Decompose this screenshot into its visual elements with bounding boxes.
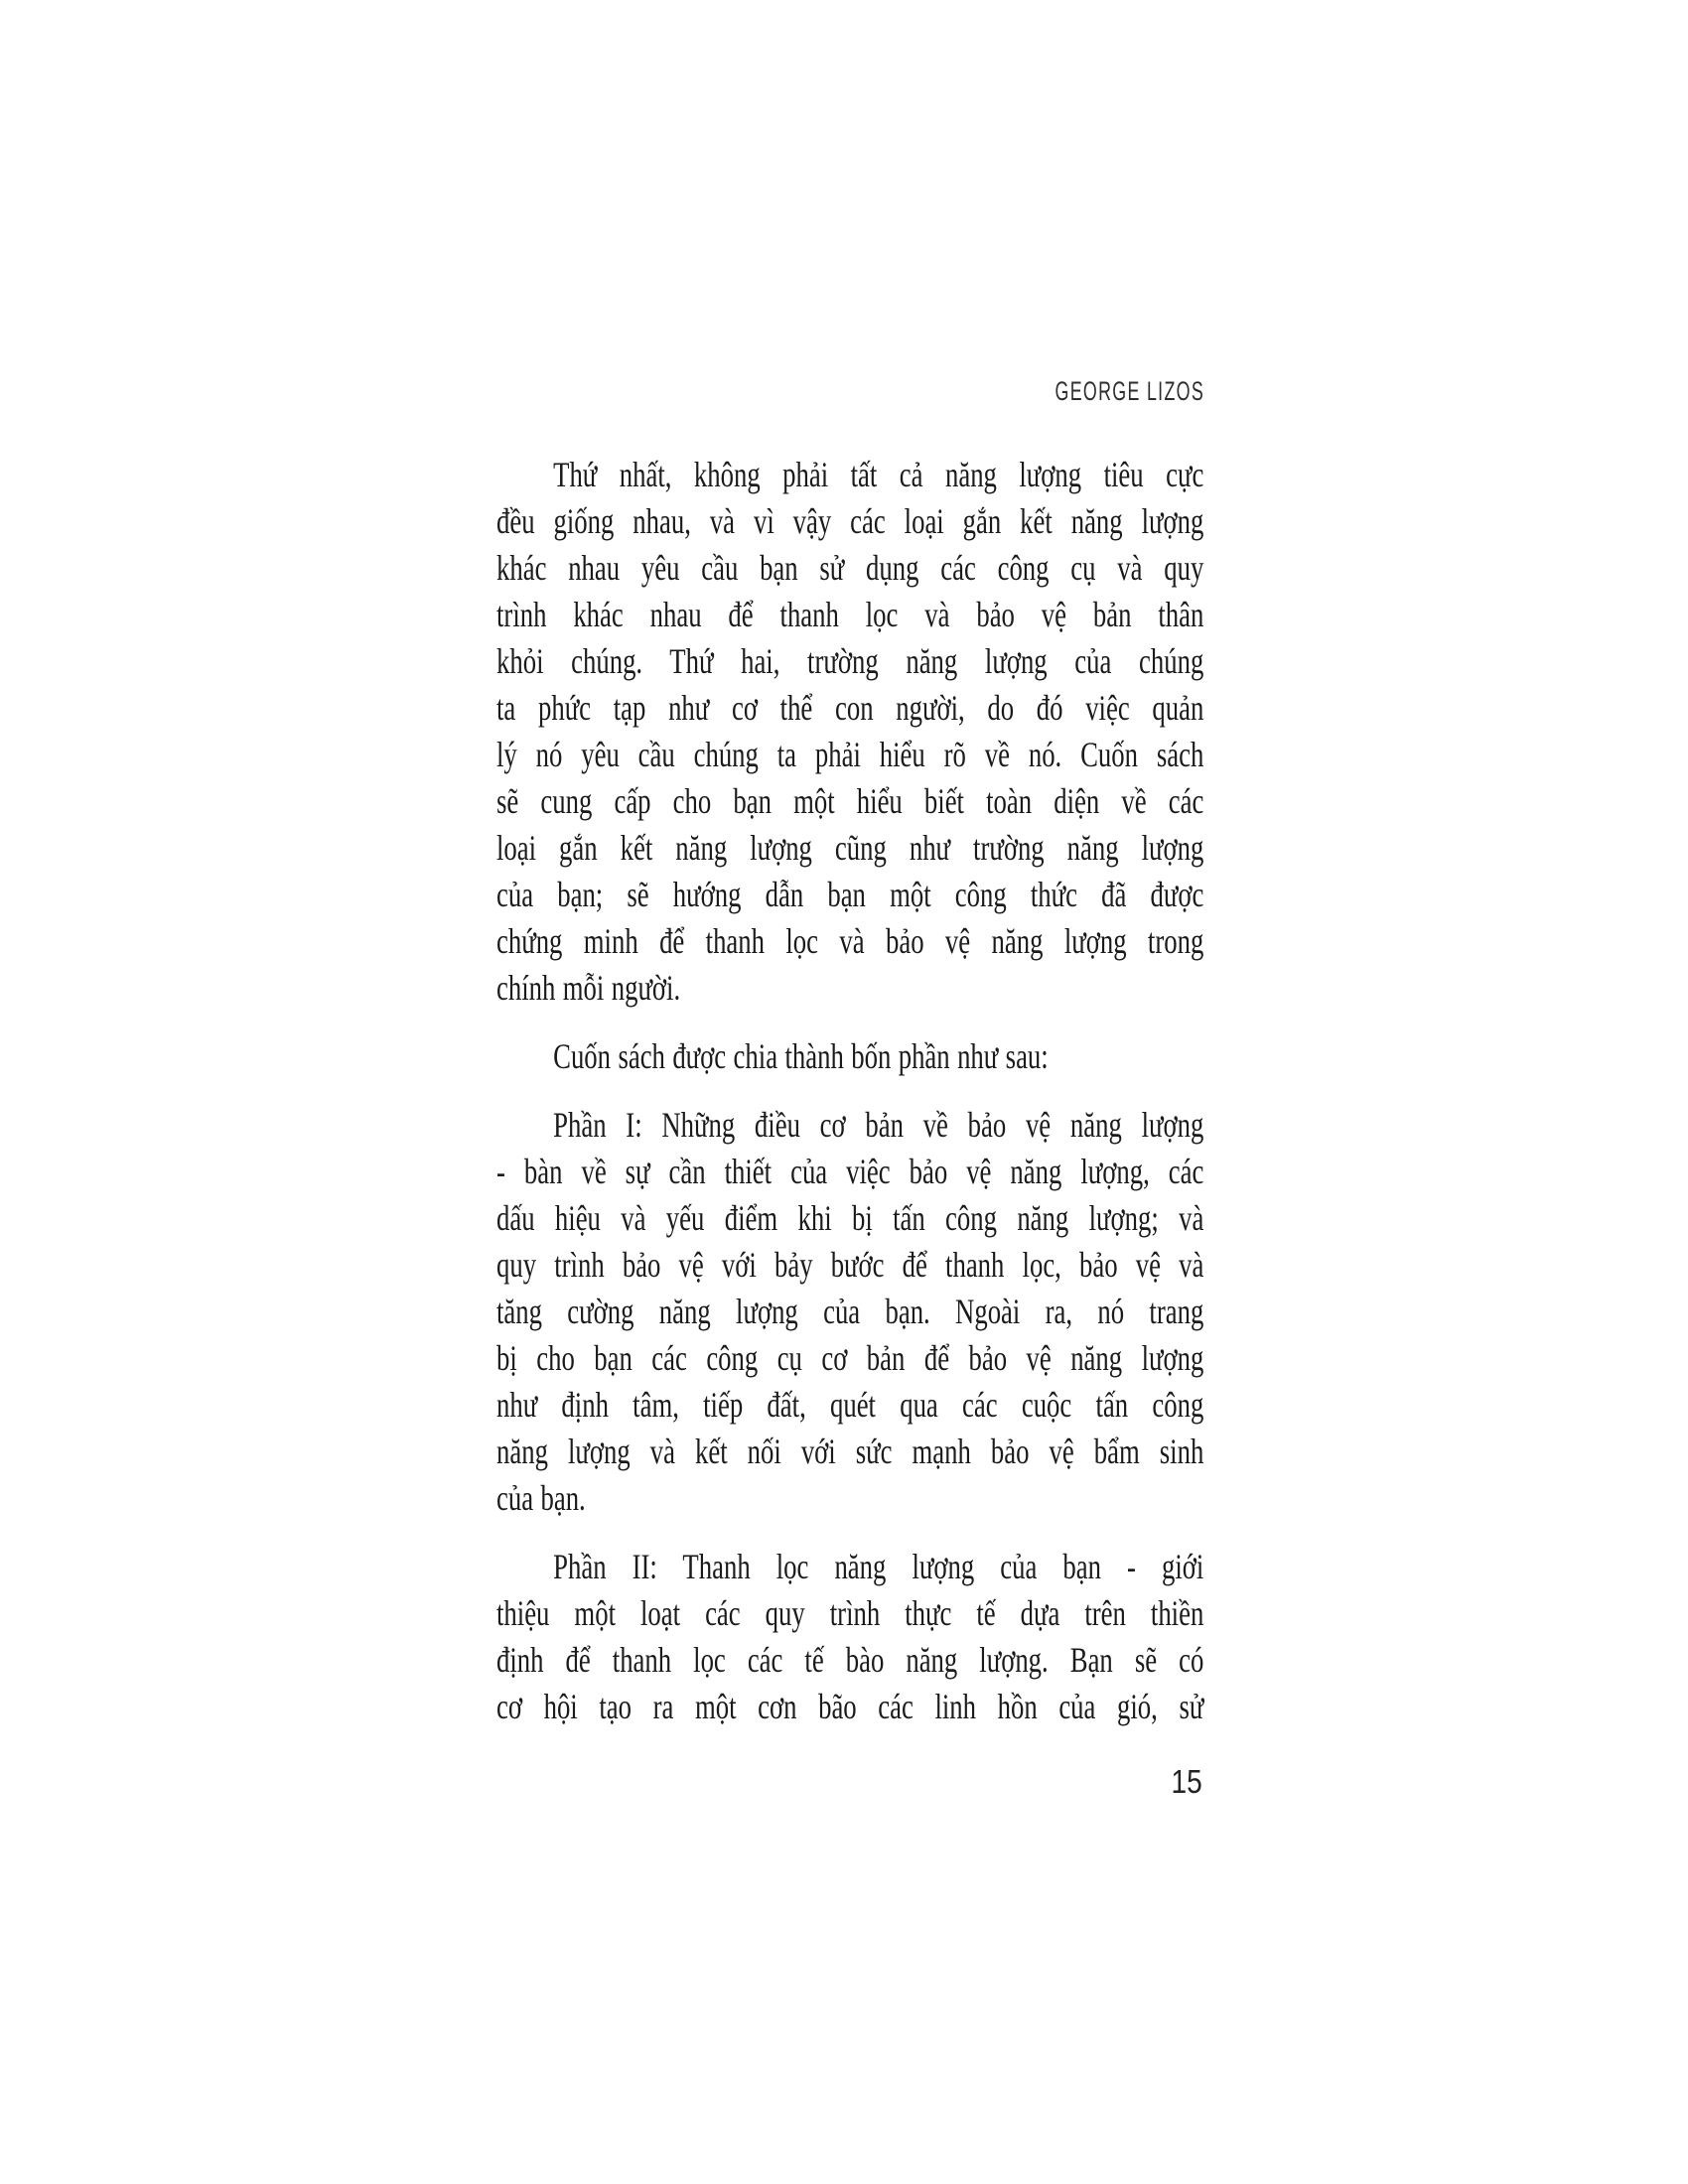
paragraph bbox=[496, 1033, 1203, 1080]
text-line: khỏi chúng. Thứ hai, trường năng lượng của chúng bbox=[496, 641, 1204, 681]
body-text-block bbox=[496, 452, 1203, 1752]
text-line: của bạn; sẽ hướng dẫn bạn một công thức đã được bbox=[496, 875, 1204, 914]
text-line: Phần I: Những điều cơ bản về bảo vệ năng lượng bbox=[553, 1105, 1204, 1145]
text-line: chứng minh để thanh lọc và bảo vệ năng lượng trong bbox=[496, 921, 1204, 961]
text-line: tăng cường năng lượng của bạn. Ngoài ra, nó trang bbox=[496, 1292, 1204, 1331]
text-line: loại gắn kết năng lượng cũng như trường năng lượng bbox=[496, 828, 1204, 868]
text-line: bị cho bạn các công cụ cơ bản để bảo vệ năng lượng bbox=[496, 1338, 1204, 1378]
text-line: lý nó yêu cầu chúng ta phải hiểu rõ về nó. Cuốn sách bbox=[496, 735, 1204, 774]
text-line: thiệu một loạt các quy trình thực tế dựa trên thiền bbox=[496, 1593, 1204, 1633]
text-line: cơ hội tạo ra một cơn bão các linh hồn của gió, sử bbox=[496, 1687, 1204, 1726]
text-line: năng lượng và kết nối với sức mạnh bảo vệ bẩm sinh bbox=[496, 1432, 1204, 1471]
paragraph bbox=[496, 1102, 1203, 1522]
text-line: Phần II: Thanh lọc năng lượng của bạn - giới bbox=[553, 1547, 1204, 1586]
text-line: định để thanh lọc các tế bào năng lượng. Bạn sẽ có bbox=[496, 1640, 1204, 1680]
text-line: Thứ nhất, không phải tất cả năng lượng tiêu cực bbox=[553, 455, 1204, 494]
text-line: Cuốn sách được chia thành bốn phần như sau: bbox=[553, 1036, 1049, 1076]
text-line: chính mỗi người. bbox=[496, 968, 681, 1008]
page-number: 15 bbox=[1171, 1763, 1202, 1800]
text-line: quy trình bảo vệ với bảy bước để thanh lọc, bảo vệ và bbox=[496, 1245, 1204, 1285]
text-line: của bạn. bbox=[496, 1478, 586, 1518]
running-header: GEORGE LIZOS bbox=[1055, 376, 1204, 406]
paragraph bbox=[496, 452, 1203, 1012]
paragraph bbox=[496, 1544, 1203, 1730]
text-line: như định tâm, tiếp đất, quét qua các cuộc tấn công bbox=[496, 1385, 1204, 1425]
text-line: dấu hiệu và yếu điểm khi bị tấn công năng lượng; và bbox=[496, 1198, 1204, 1238]
text-line: đều giống nhau, và vì vậy các loại gắn kết năng lượng bbox=[496, 501, 1204, 541]
text-line: sẽ cung cấp cho bạn một hiểu biết toàn diện về các bbox=[496, 781, 1204, 821]
text-line: ta phức tạp như cơ thể con người, do đó việc quản bbox=[496, 688, 1204, 728]
text-line: khác nhau yêu cầu bạn sử dụng các công cụ và quy bbox=[496, 548, 1204, 588]
text-line: - bàn về sự cần thiết của việc bảo vệ năng lượng, các bbox=[496, 1152, 1204, 1191]
text-line: trình khác nhau để thanh lọc và bảo vệ bản thân bbox=[496, 595, 1204, 634]
